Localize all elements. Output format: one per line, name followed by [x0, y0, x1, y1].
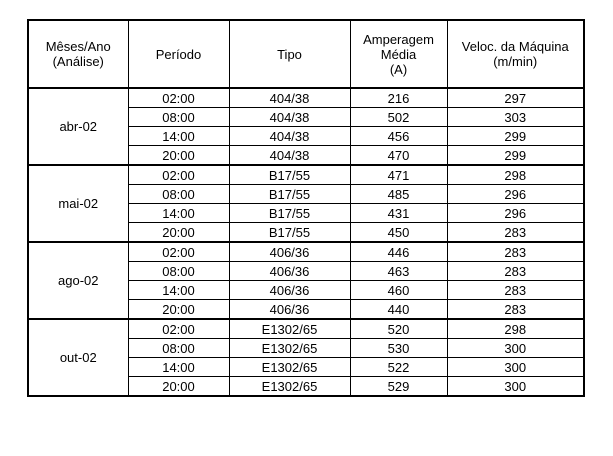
month-cell: ago-02 [28, 242, 128, 319]
amperage-cell: 456 [350, 127, 447, 146]
amperage-cell: 530 [350, 339, 447, 358]
period-cell: 20:00 [128, 377, 229, 397]
period-cell: 08:00 [128, 108, 229, 127]
speed-cell: 296 [447, 185, 584, 204]
speed-cell: 297 [447, 88, 584, 108]
header-type: Tipo [229, 20, 350, 88]
type-cell: B17/55 [229, 223, 350, 243]
table-row [28, 242, 584, 262]
header-month: Mêses/Ano (Análise) [28, 20, 128, 88]
amperage-cell: 446 [350, 242, 447, 262]
period-cell: 20:00 [128, 300, 229, 320]
speed-cell: 283 [447, 281, 584, 300]
speed-cell: 298 [447, 319, 584, 339]
header-row [28, 20, 584, 88]
period-cell: 08:00 [128, 185, 229, 204]
type-cell: 406/36 [229, 242, 350, 262]
speed-cell: 299 [447, 146, 584, 166]
month-cell: out-02 [28, 319, 128, 396]
speed-cell: 283 [447, 242, 584, 262]
amperage-cell: 440 [350, 300, 447, 320]
data-table-container [27, 19, 585, 397]
table-row [28, 165, 584, 185]
month-cell: mai-02 [28, 165, 128, 242]
type-cell: 404/38 [229, 127, 350, 146]
amperage-cell: 485 [350, 185, 447, 204]
type-cell: 406/36 [229, 262, 350, 281]
month-cell: abr-02 [28, 88, 128, 165]
period-cell: 14:00 [128, 281, 229, 300]
amperage-cell: 463 [350, 262, 447, 281]
period-cell: 08:00 [128, 262, 229, 281]
period-cell: 02:00 [128, 242, 229, 262]
type-cell: E1302/65 [229, 319, 350, 339]
amperage-cell: 431 [350, 204, 447, 223]
amperage-cell: 522 [350, 358, 447, 377]
speed-cell: 300 [447, 358, 584, 377]
type-cell: 404/38 [229, 108, 350, 127]
speed-cell: 283 [447, 300, 584, 320]
period-cell: 20:00 [128, 146, 229, 166]
speed-cell: 300 [447, 377, 584, 397]
table-row [28, 319, 584, 339]
period-cell: 14:00 [128, 358, 229, 377]
data-table [27, 19, 585, 397]
period-cell: 20:00 [128, 223, 229, 243]
speed-cell: 300 [447, 339, 584, 358]
amperage-cell: 470 [350, 146, 447, 166]
table-body [28, 88, 584, 396]
speed-cell: 283 [447, 223, 584, 243]
speed-cell: 299 [447, 127, 584, 146]
table-row [28, 88, 584, 108]
period-cell: 08:00 [128, 339, 229, 358]
header-amperage: Amperagem Média (A) [350, 20, 447, 88]
period-cell: 14:00 [128, 204, 229, 223]
speed-cell: 303 [447, 108, 584, 127]
speed-cell: 298 [447, 165, 584, 185]
type-cell: B17/55 [229, 185, 350, 204]
type-cell: 406/36 [229, 300, 350, 320]
type-cell: E1302/65 [229, 377, 350, 397]
amperage-cell: 460 [350, 281, 447, 300]
type-cell: B17/55 [229, 204, 350, 223]
period-cell: 14:00 [128, 127, 229, 146]
period-cell: 02:00 [128, 165, 229, 185]
speed-cell: 283 [447, 262, 584, 281]
amperage-cell: 529 [350, 377, 447, 397]
type-cell: 404/38 [229, 88, 350, 108]
type-cell: 404/38 [229, 146, 350, 166]
header-period: Período [128, 20, 229, 88]
type-cell: B17/55 [229, 165, 350, 185]
amperage-cell: 216 [350, 88, 447, 108]
amperage-cell: 471 [350, 165, 447, 185]
amperage-cell: 502 [350, 108, 447, 127]
header-machine-speed: Veloc. da Máquina (m/min) [447, 20, 584, 88]
amperage-cell: 450 [350, 223, 447, 243]
type-cell: 406/36 [229, 281, 350, 300]
period-cell: 02:00 [128, 88, 229, 108]
type-cell: E1302/65 [229, 339, 350, 358]
amperage-cell: 520 [350, 319, 447, 339]
period-cell: 02:00 [128, 319, 229, 339]
type-cell: E1302/65 [229, 358, 350, 377]
speed-cell: 296 [447, 204, 584, 223]
